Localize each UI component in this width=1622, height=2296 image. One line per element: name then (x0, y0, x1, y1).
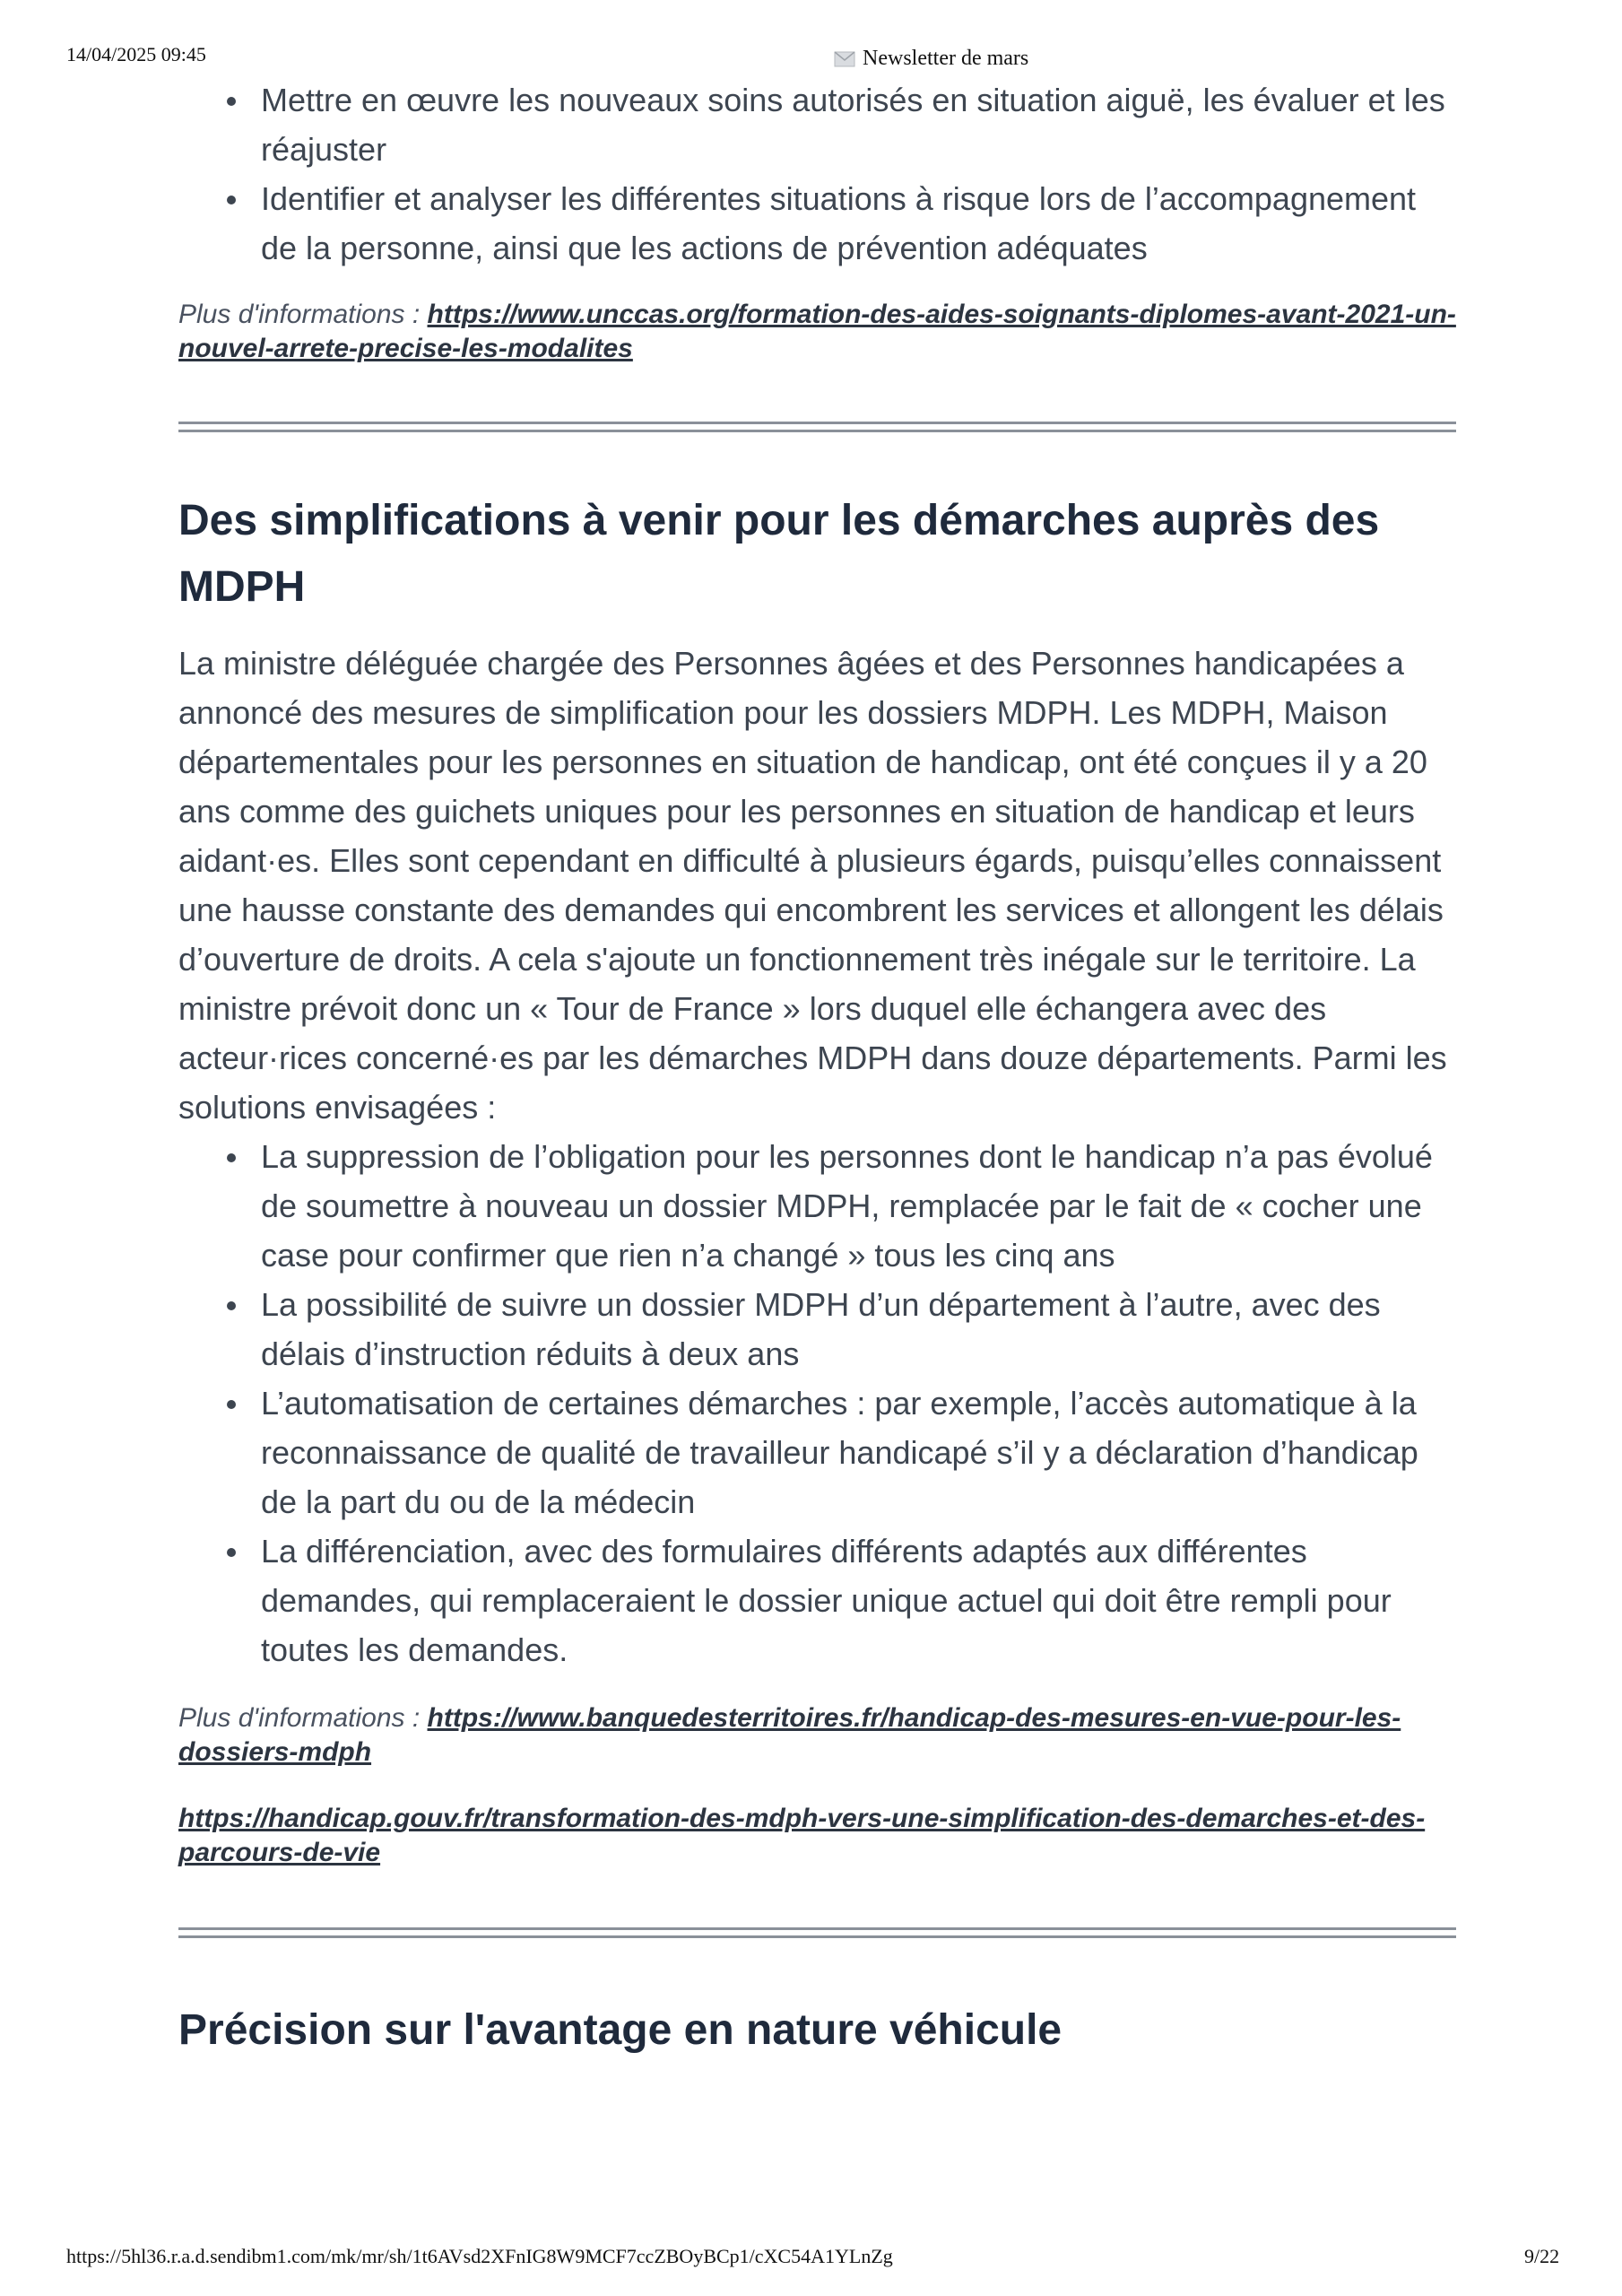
more-info-mdph (178, 1701, 1456, 1770)
print-footer-url: https://5hl36.r.a.d.sendibm1.com/mk/mr/sh/1t6AVsd2XFnIG8W9MCF7ccZBOyBCp1/cXC54A1YLnZg (66, 2245, 893, 2267)
list-item: La suppression de l’obligation pour les personnes dont le handicap n’a pas évolué de soumettre à nouveau un dossier MDPH, remplacée par le fait de « cocher une case pour confirmer que rien n’a changé » tous les cinq ans (261, 1132, 1456, 1280)
print-header-title (834, 47, 1028, 71)
banquedesterritoires-link[interactable]: https://www.banquedesterritoires.fr/handicap-des-mesures-en-vue-pour-les-dossiers-mdph (178, 1703, 1401, 1767)
next-section-title: Précision sur l'avantage en nature véhicule (178, 2006, 1063, 2054)
newsletter-content (178, 75, 1456, 2064)
more-info-handicap-gouv (178, 1802, 1456, 1870)
mdph-bullet-list (178, 1132, 1456, 1674)
top-bullet-list (178, 75, 1456, 273)
more-info-label: Plus d'informations : (178, 300, 428, 329)
mail-icon (834, 51, 855, 67)
more-info-label: Plus d'informations : (178, 1703, 428, 1733)
list-item: La différenciation, avec des formulaires différents adaptés aux différentes demandes, qui remplaceraient le dossier unique actuel qui doit être rempli pour toutes les demandes. (261, 1526, 1456, 1674)
print-footer-page-number: 9/22 (1524, 2245, 1560, 2267)
section-divider (178, 422, 1456, 432)
list-item: La possibilité de suivre un dossier MDPH d’un département à l’autre, avec des délais d’instruction réduits à deux ans (261, 1280, 1456, 1378)
list-item: Identifier et analyser les différentes situations à risque lors de l’accompagnement de la personne, ainsi que les actions de prévention adéquates (261, 174, 1456, 273)
list-item: L’automatisation de certaines démarches : par exemple, l’accès automatique à la reconnaissance de qualité de travailleur handicapé s’il y a déclaration d’handicap de la part du ou de la médecin (261, 1378, 1456, 1526)
list-item: Mettre en œuvre les nouveaux soins autorisés en situation aiguë, les évaluer et les réajuster (261, 75, 1456, 174)
handicap-gouv-link[interactable]: https://handicap.gouv.fr/transformation-des-mdph-vers-une-simplification-des-demarches-et-des-parcours-de-vie (178, 1804, 1426, 1867)
mdph-section-title: Des simplifications à venir pour les démarches auprès des MDPH (178, 497, 1380, 611)
mdph-paragraph: La ministre déléguée chargée des Personnes âgées et des Personnes handicapées a annoncé des mesures de simplification pour les dossiers MDPH. Les MDPH, Maison départementales pour les personnes en situation de handicap, ont été conçues il y a 20 ans comme des guichets uniques pour les personnes en situation de handicap et leurs aidant·es. Elles sont cependant en difficulté à plusieurs égards, puisqu’elles connaissent une hausse constante des demandes qui encombrent les services et allongent les délais d’ouverture de droits. A cela s'ajoute un fonctionnement très inégale sur le territoire. La ministre prévoit donc un « Tour de France » lors duquel elle échangera avec des acteur·rices concerné·es par les démarches MDPH dans douze départements. Parmi les solutions envisagées : (178, 645, 1447, 1126)
section-divider (178, 1927, 1456, 1938)
print-header-date: 14/04/2025 09:45 (66, 43, 206, 65)
more-info-unccas (178, 298, 1456, 366)
newsletter-title: Newsletter de mars (863, 47, 1029, 70)
unccas-link[interactable]: https://www.unccas.org/formation-des-aides-soignants-diplomes-avant-2021-un-nouvel-arrete-precise-les-modalites (178, 300, 1456, 363)
